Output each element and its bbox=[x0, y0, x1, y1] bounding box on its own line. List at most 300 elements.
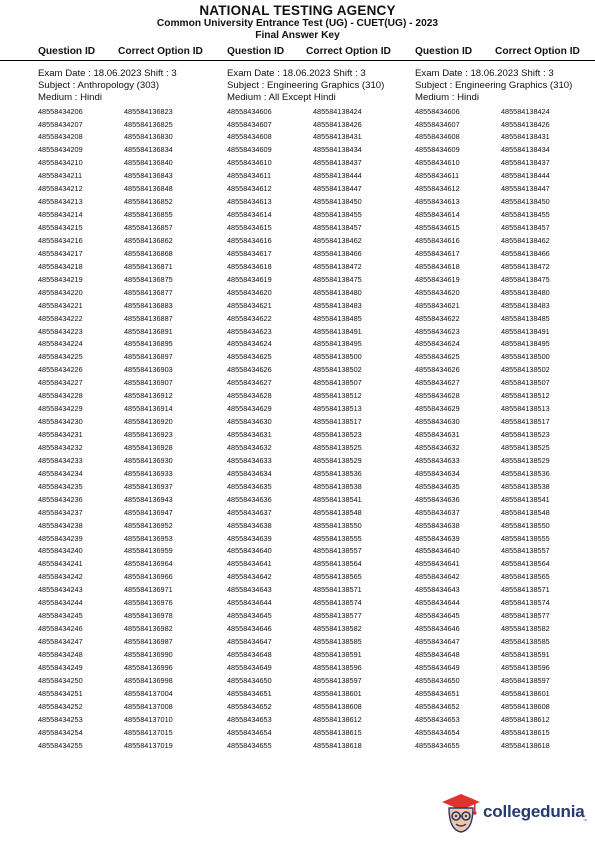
question-id-cell: 48558434630 bbox=[415, 417, 460, 427]
question-id-cell: 48558434617 bbox=[227, 248, 272, 258]
correct-option-id-cell: 485584138548 bbox=[313, 507, 362, 517]
agency-title: NATIONAL TESTING AGENCY bbox=[199, 3, 396, 18]
table-row bbox=[415, 481, 595, 494]
table-row bbox=[38, 740, 228, 753]
exam-title: Common University Entrance Test (UG) - CUET(UG) - 2023 bbox=[156, 18, 439, 29]
question-id-cell: 48558434233 bbox=[38, 455, 83, 465]
table-row bbox=[415, 455, 595, 468]
question-id-cell: 48558434639 bbox=[415, 533, 460, 543]
question-id-cell: 48558434217 bbox=[38, 248, 83, 258]
correct-option-id-cell: 485584138550 bbox=[313, 520, 362, 530]
table-row bbox=[415, 196, 595, 209]
table-row bbox=[38, 623, 228, 636]
question-id-cell: 48558434614 bbox=[227, 210, 272, 220]
correct-option-id-cell: 485584138536 bbox=[501, 468, 550, 478]
question-id-cell: 48558434641 bbox=[415, 559, 460, 569]
question-id-cell: 48558434648 bbox=[227, 649, 272, 659]
table-row bbox=[415, 623, 595, 636]
question-id-cell: 48558434626 bbox=[415, 365, 460, 375]
correct-option-id-cell: 485584138523 bbox=[313, 430, 362, 440]
table-row bbox=[38, 248, 228, 261]
table-row bbox=[227, 248, 417, 261]
correct-option-id-cell: 485584136998 bbox=[124, 675, 173, 685]
correct-option-id-cell: 485584138507 bbox=[501, 378, 550, 388]
correct-option-id-cell: 485584136930 bbox=[124, 455, 173, 465]
table-row bbox=[415, 106, 595, 119]
question-id-cell: 48558434243 bbox=[38, 585, 83, 595]
table-row bbox=[227, 429, 417, 442]
collegedunia-watermark bbox=[441, 792, 591, 836]
question-id-cell: 48558434212 bbox=[38, 184, 83, 194]
table-row bbox=[227, 714, 417, 727]
question-id-cell: 48558434636 bbox=[415, 494, 460, 504]
exam-date-shift: Exam Date : 18.06.2023 Shift : 3 bbox=[415, 68, 554, 79]
question-id-cell: 48558434244 bbox=[38, 598, 83, 608]
correct-option-id-cell: 485584138577 bbox=[313, 611, 362, 621]
question-id-cell: 48558434253 bbox=[38, 714, 83, 724]
table-row bbox=[415, 209, 595, 222]
table-row bbox=[38, 157, 228, 170]
question-id-cell: 48558434207 bbox=[38, 119, 83, 129]
table-row bbox=[415, 235, 595, 248]
table-row bbox=[38, 119, 228, 132]
table-row bbox=[227, 313, 417, 326]
question-id-cell: 48558434643 bbox=[227, 585, 272, 595]
correct-option-id-cell: 485584138529 bbox=[501, 455, 550, 465]
correct-option-id-cell: 485584138591 bbox=[313, 649, 362, 659]
table-row bbox=[38, 675, 228, 688]
question-id-cell: 48558434650 bbox=[415, 675, 460, 685]
table-row bbox=[415, 701, 595, 714]
question-id-cell: 48558434606 bbox=[415, 106, 460, 116]
table-row bbox=[38, 390, 228, 403]
table-row bbox=[38, 701, 228, 714]
question-id-cell: 48558434628 bbox=[227, 391, 272, 401]
table-row bbox=[38, 313, 228, 326]
correct-option-id-cell: 485584138426 bbox=[313, 119, 362, 129]
correct-option-id-cell: 485584138502 bbox=[501, 365, 550, 375]
question-id-cell: 48558434247 bbox=[38, 637, 83, 647]
question-id-cell: 48558434645 bbox=[415, 611, 460, 621]
question-id-cell: 48558434640 bbox=[227, 546, 272, 556]
table-row bbox=[38, 196, 228, 209]
table-row bbox=[415, 468, 595, 481]
question-id-cell: 48558434651 bbox=[415, 688, 460, 698]
table-row bbox=[227, 416, 417, 429]
correct-option-id-cell: 485584138472 bbox=[313, 261, 362, 271]
question-id-cell: 48558434652 bbox=[227, 701, 272, 711]
table-row bbox=[227, 727, 417, 740]
table-row bbox=[415, 714, 595, 727]
question-id-cell: 48558434652 bbox=[415, 701, 460, 711]
correct-option-id-cell: 485584138424 bbox=[313, 106, 362, 116]
question-id-cell: 48558434214 bbox=[38, 210, 83, 220]
table-row bbox=[227, 468, 417, 481]
question-id-cell: 48558434655 bbox=[415, 740, 460, 750]
table-row bbox=[38, 235, 228, 248]
correct-option-id-cell: 485584136843 bbox=[124, 171, 173, 181]
table-row bbox=[38, 455, 228, 468]
table-row bbox=[38, 287, 228, 300]
question-id-cell: 48558434235 bbox=[38, 481, 83, 491]
correct-option-id-cell: 485584138585 bbox=[313, 637, 362, 647]
correct-option-id-cell: 485584138571 bbox=[313, 585, 362, 595]
table-row bbox=[227, 571, 417, 584]
correct-option-id-cell: 485584136943 bbox=[124, 494, 173, 504]
correct-option-id-cell: 485584138455 bbox=[501, 210, 550, 220]
question-id-cell: 48558434624 bbox=[227, 339, 272, 349]
table-row bbox=[38, 545, 228, 558]
correct-option-id-cell: 485584138615 bbox=[501, 727, 550, 737]
column-header-question-id: Question ID bbox=[38, 46, 96, 57]
question-id-cell: 48558434614 bbox=[415, 210, 460, 220]
correct-option-id-cell: 485584138483 bbox=[501, 300, 550, 310]
correct-option-id-cell: 485584138538 bbox=[501, 481, 550, 491]
question-id-cell: 48558434242 bbox=[38, 572, 83, 582]
table-row bbox=[38, 571, 228, 584]
question-id-cell: 48558434633 bbox=[415, 455, 460, 465]
question-id-cell: 48558434623 bbox=[227, 326, 272, 336]
correct-option-id-cell: 485584138512 bbox=[313, 391, 362, 401]
correct-option-id-cell: 485584136868 bbox=[124, 248, 173, 258]
correct-option-id-cell: 485584137019 bbox=[124, 740, 173, 750]
table-row bbox=[415, 364, 595, 377]
table-row bbox=[227, 481, 417, 494]
correct-option-id-cell: 485584138541 bbox=[313, 494, 362, 504]
question-id-cell: 48558434632 bbox=[415, 442, 460, 452]
question-id-cell: 48558434612 bbox=[415, 184, 460, 194]
answer-section-engineering-graphics-all-except-hindi bbox=[227, 68, 417, 752]
table-row bbox=[38, 170, 228, 183]
question-id-cell: 48558434625 bbox=[415, 352, 460, 362]
correct-option-id-cell: 485584138615 bbox=[313, 727, 362, 737]
table-row bbox=[227, 403, 417, 416]
correct-option-id-cell: 485584138597 bbox=[313, 675, 362, 685]
table-row bbox=[227, 183, 417, 196]
correct-option-id-cell: 485584138574 bbox=[313, 598, 362, 608]
question-id-cell: 48558434631 bbox=[415, 430, 460, 440]
question-id-cell: 48558434616 bbox=[227, 235, 272, 245]
table-row bbox=[415, 571, 595, 584]
question-id-cell: 48558434237 bbox=[38, 507, 83, 517]
table-row bbox=[227, 675, 417, 688]
table-row bbox=[38, 662, 228, 675]
correct-option-id-cell: 485584136840 bbox=[124, 158, 173, 168]
correct-option-id-cell: 485584136978 bbox=[124, 611, 173, 621]
table-row bbox=[38, 520, 228, 533]
table-row bbox=[415, 170, 595, 183]
table-row bbox=[415, 442, 595, 455]
table-row bbox=[227, 649, 417, 662]
correct-option-id-cell: 485584136895 bbox=[124, 339, 173, 349]
question-id-cell: 48558434619 bbox=[227, 274, 272, 284]
table-row bbox=[227, 558, 417, 571]
table-row bbox=[38, 377, 228, 390]
subject-label: Subject : Engineering Graphics (310) bbox=[415, 80, 573, 92]
table-row bbox=[38, 416, 228, 429]
table-row bbox=[227, 261, 417, 274]
table-row bbox=[227, 494, 417, 507]
correct-option-id-cell: 485584138612 bbox=[501, 714, 550, 724]
question-id-cell: 48558434223 bbox=[38, 326, 83, 336]
question-id-cell: 48558434213 bbox=[38, 197, 83, 207]
table-row bbox=[227, 623, 417, 636]
table-row bbox=[38, 144, 228, 157]
question-id-cell: 48558434254 bbox=[38, 727, 83, 737]
table-row bbox=[38, 209, 228, 222]
question-id-cell: 48558434632 bbox=[227, 442, 272, 452]
correct-option-id-cell: 485584138582 bbox=[313, 624, 362, 634]
table-row bbox=[415, 313, 595, 326]
question-id-cell: 48558434609 bbox=[227, 145, 272, 155]
correct-option-id-cell: 485584138466 bbox=[501, 248, 550, 258]
table-row bbox=[38, 533, 228, 546]
answer-section-anthropology bbox=[38, 68, 228, 752]
correct-option-id-cell: 485584136855 bbox=[124, 210, 173, 220]
question-id-cell: 48558434607 bbox=[415, 119, 460, 129]
question-id-cell: 48558434220 bbox=[38, 287, 83, 297]
correct-option-id-cell: 485584138462 bbox=[313, 235, 362, 245]
question-id-cell: 48558434613 bbox=[227, 197, 272, 207]
correct-option-id-cell: 485584136964 bbox=[124, 559, 173, 569]
table-row bbox=[38, 300, 228, 313]
table-row bbox=[38, 610, 228, 623]
question-id-cell: 48558434625 bbox=[227, 352, 272, 362]
table-row bbox=[227, 106, 417, 119]
question-id-cell: 48558434618 bbox=[227, 261, 272, 271]
table-row bbox=[227, 533, 417, 546]
table-row bbox=[415, 403, 595, 416]
column-header-correct-option-id: Correct Option ID bbox=[306, 46, 391, 57]
question-id-cell: 48558434615 bbox=[415, 223, 460, 233]
correct-option-id-cell: 485584138512 bbox=[501, 391, 550, 401]
question-id-cell: 48558434239 bbox=[38, 533, 83, 543]
question-id-cell: 48558434250 bbox=[38, 675, 83, 685]
exam-date-shift: Exam Date : 18.06.2023 Shift : 3 bbox=[227, 68, 366, 79]
question-id-cell: 48558434642 bbox=[415, 572, 460, 582]
correct-option-id-cell: 485584138523 bbox=[501, 430, 550, 440]
table-row bbox=[227, 209, 417, 222]
table-row bbox=[415, 157, 595, 170]
correct-option-id-cell: 485584138495 bbox=[501, 339, 550, 349]
correct-option-id-cell: 485584136907 bbox=[124, 378, 173, 388]
correct-option-id-cell: 485584138529 bbox=[313, 455, 362, 465]
table-row bbox=[227, 597, 417, 610]
correct-option-id-cell: 485584136987 bbox=[124, 637, 173, 647]
table-row bbox=[38, 338, 228, 351]
medium-label: Medium : Hindi bbox=[415, 92, 479, 104]
table-row bbox=[227, 144, 417, 157]
table-row bbox=[227, 455, 417, 468]
correct-option-id-cell: 485584136923 bbox=[124, 430, 173, 440]
question-id-cell: 48558434621 bbox=[415, 300, 460, 310]
correct-option-id-cell: 485584138431 bbox=[501, 132, 550, 142]
correct-option-id-cell: 485584136877 bbox=[124, 287, 173, 297]
correct-option-id-cell: 485584138513 bbox=[501, 404, 550, 414]
question-id-cell: 48558434234 bbox=[38, 468, 83, 478]
table-row bbox=[415, 351, 595, 364]
correct-option-id-cell: 485584136887 bbox=[124, 313, 173, 323]
document-title: Final Answer Key bbox=[255, 30, 340, 41]
correct-option-id-cell: 485584136953 bbox=[124, 533, 173, 543]
correct-option-id-cell: 485584138434 bbox=[501, 145, 550, 155]
question-id-cell: 48558434612 bbox=[227, 184, 272, 194]
correct-option-id-cell: 485584138507 bbox=[313, 378, 362, 388]
table-row bbox=[227, 662, 417, 675]
table-row bbox=[415, 261, 595, 274]
table-row bbox=[38, 727, 228, 740]
correct-option-id-cell: 485584138608 bbox=[501, 701, 550, 711]
question-id-cell: 48558434649 bbox=[227, 662, 272, 672]
correct-option-id-cell: 485584136914 bbox=[124, 404, 173, 414]
question-id-cell: 48558434628 bbox=[415, 391, 460, 401]
table-row bbox=[227, 507, 417, 520]
question-id-cell: 48558434630 bbox=[227, 417, 272, 427]
table-row bbox=[227, 326, 417, 339]
table-row bbox=[38, 364, 228, 377]
question-id-cell: 48558434647 bbox=[227, 637, 272, 647]
correct-option-id-cell: 485584136933 bbox=[124, 468, 173, 478]
correct-option-id-cell: 485584138548 bbox=[501, 507, 550, 517]
question-id-cell: 48558434637 bbox=[415, 507, 460, 517]
table-row bbox=[38, 326, 228, 339]
table-row bbox=[415, 274, 595, 287]
correct-option-id-cell: 485584138538 bbox=[313, 481, 362, 491]
table-row bbox=[415, 326, 595, 339]
correct-option-id-cell: 485584138502 bbox=[313, 365, 362, 375]
question-id-cell: 48558434219 bbox=[38, 274, 83, 284]
question-id-cell: 48558434644 bbox=[227, 598, 272, 608]
table-row bbox=[38, 494, 228, 507]
table-row bbox=[227, 196, 417, 209]
correct-option-id-cell: 485584138466 bbox=[313, 248, 362, 258]
table-row bbox=[227, 274, 417, 287]
question-id-cell: 48558434238 bbox=[38, 520, 83, 530]
table-row bbox=[38, 183, 228, 196]
question-id-cell: 48558434620 bbox=[415, 287, 460, 297]
correct-option-id-cell: 485584138491 bbox=[501, 326, 550, 336]
correct-option-id-cell: 485584138434 bbox=[313, 145, 362, 155]
correct-option-id-cell: 485584138424 bbox=[501, 106, 550, 116]
correct-option-id-cell: 485584136883 bbox=[124, 300, 173, 310]
table-row bbox=[38, 636, 228, 649]
question-id-cell: 48558434631 bbox=[227, 430, 272, 440]
correct-option-id-cell: 485584138555 bbox=[501, 533, 550, 543]
correct-option-id-cell: 485584136952 bbox=[124, 520, 173, 530]
table-row bbox=[415, 429, 595, 442]
correct-option-id-cell: 485584138612 bbox=[313, 714, 362, 724]
correct-option-id-cell: 485584137015 bbox=[124, 727, 173, 737]
question-id-cell: 48558434240 bbox=[38, 546, 83, 556]
medium-label: Medium : All Except Hindi bbox=[227, 92, 336, 104]
question-id-cell: 48558434616 bbox=[415, 235, 460, 245]
question-id-cell: 48558434251 bbox=[38, 688, 83, 698]
correct-option-id-cell: 485584138557 bbox=[501, 546, 550, 556]
question-id-cell: 48558434620 bbox=[227, 287, 272, 297]
answer-rows bbox=[227, 106, 417, 753]
table-row bbox=[38, 442, 228, 455]
correct-option-id-cell: 485584136937 bbox=[124, 481, 173, 491]
question-id-cell: 48558434236 bbox=[38, 494, 83, 504]
table-row bbox=[227, 740, 417, 753]
question-id-cell: 48558434248 bbox=[38, 649, 83, 659]
correct-option-id-cell: 485584138565 bbox=[313, 572, 362, 582]
column-header-question-id: Question ID bbox=[227, 46, 285, 57]
question-id-cell: 48558434210 bbox=[38, 158, 83, 168]
question-id-cell: 48558434246 bbox=[38, 624, 83, 634]
table-row bbox=[38, 558, 228, 571]
table-row bbox=[227, 235, 417, 248]
table-row bbox=[227, 545, 417, 558]
question-id-cell: 48558434245 bbox=[38, 611, 83, 621]
table-row bbox=[415, 584, 595, 597]
question-id-cell: 48558434624 bbox=[415, 339, 460, 349]
subject-label: Subject : Engineering Graphics (310) bbox=[227, 80, 385, 92]
table-row bbox=[227, 157, 417, 170]
question-id-cell: 48558434634 bbox=[227, 468, 272, 478]
question-id-cell: 48558434209 bbox=[38, 145, 83, 155]
answer-rows bbox=[38, 106, 228, 753]
correct-option-id-cell: 485584138457 bbox=[501, 223, 550, 233]
table-row bbox=[227, 287, 417, 300]
question-id-cell: 48558434634 bbox=[415, 468, 460, 478]
question-id-cell: 48558434644 bbox=[415, 598, 460, 608]
question-id-cell: 48558434611 bbox=[227, 171, 272, 181]
correct-option-id-cell: 485584136903 bbox=[124, 365, 173, 375]
correct-option-id-cell: 485584138491 bbox=[313, 326, 362, 336]
table-row bbox=[415, 507, 595, 520]
question-id-cell: 48558434655 bbox=[227, 740, 272, 750]
question-id-cell: 48558434637 bbox=[227, 507, 272, 517]
table-row bbox=[227, 377, 417, 390]
correct-option-id-cell: 485584136875 bbox=[124, 274, 173, 284]
table-row bbox=[415, 131, 595, 144]
question-id-cell: 48558434215 bbox=[38, 223, 83, 233]
table-row bbox=[227, 170, 417, 183]
correct-option-id-cell: 485584138597 bbox=[501, 675, 550, 685]
page-header bbox=[0, 0, 595, 42]
correct-option-id-cell: 485584138517 bbox=[501, 417, 550, 427]
correct-option-id-cell: 485584138574 bbox=[501, 598, 550, 608]
correct-option-id-cell: 485584138485 bbox=[501, 313, 550, 323]
question-id-cell: 48558434227 bbox=[38, 378, 83, 388]
correct-option-id-cell: 485584136857 bbox=[124, 223, 173, 233]
correct-option-id-cell: 485584138571 bbox=[501, 585, 550, 595]
table-row bbox=[227, 520, 417, 533]
question-id-cell: 48558434654 bbox=[227, 727, 272, 737]
correct-option-id-cell: 485584138447 bbox=[501, 184, 550, 194]
correct-option-id-cell: 485584137008 bbox=[124, 701, 173, 711]
correct-option-id-cell: 485584138525 bbox=[501, 442, 550, 452]
question-id-cell: 48558434648 bbox=[415, 649, 460, 659]
question-id-cell: 48558434642 bbox=[227, 572, 272, 582]
table-row bbox=[415, 558, 595, 571]
question-id-cell: 48558434622 bbox=[227, 313, 272, 323]
correct-option-id-cell: 485584136976 bbox=[124, 598, 173, 608]
question-id-cell: 48558434228 bbox=[38, 391, 83, 401]
table-row bbox=[38, 481, 228, 494]
table-row bbox=[415, 300, 595, 313]
correct-option-id-cell: 485584138536 bbox=[313, 468, 362, 478]
question-id-cell: 48558434225 bbox=[38, 352, 83, 362]
correct-option-id-cell: 485584138601 bbox=[313, 688, 362, 698]
question-id-cell: 48558434645 bbox=[227, 611, 272, 621]
correct-option-id-cell: 485584138450 bbox=[501, 197, 550, 207]
question-id-cell: 48558434622 bbox=[415, 313, 460, 323]
table-row bbox=[415, 520, 595, 533]
correct-option-id-cell: 485584136971 bbox=[124, 585, 173, 595]
table-row bbox=[38, 714, 228, 727]
